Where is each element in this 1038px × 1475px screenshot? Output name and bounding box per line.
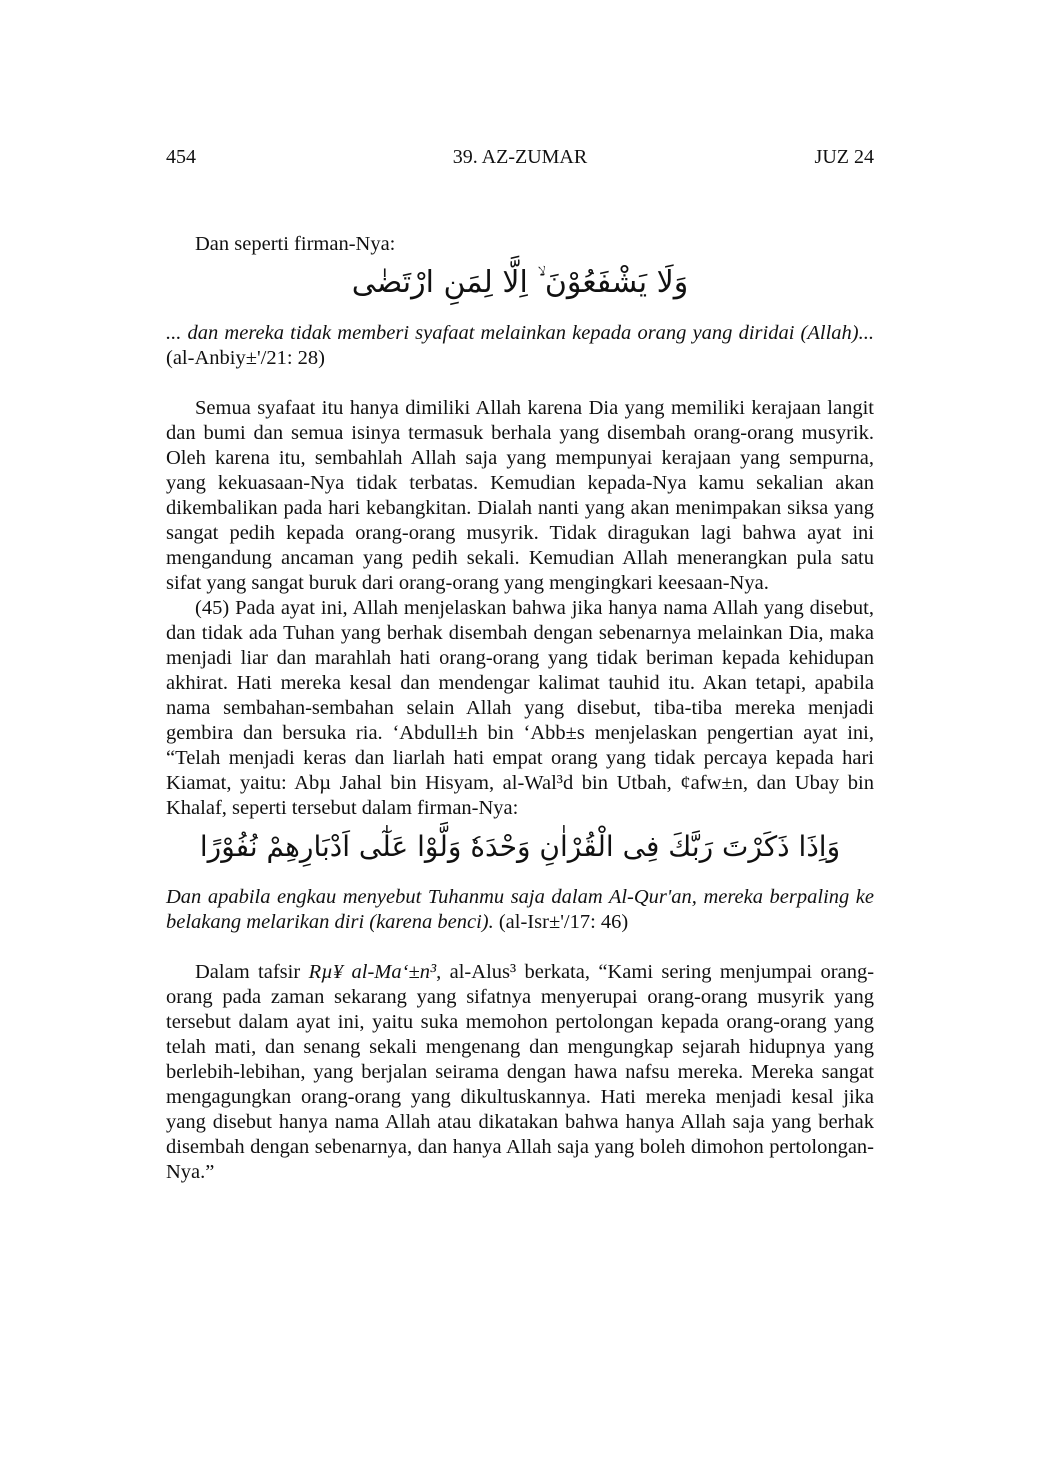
page-number: 454	[166, 146, 196, 168]
paragraph-3-rest: , al-Alus³ berkata, “Kami sering menjumpai orang-orang pada zaman sekarang yang sifatnya menyerupai orang-orang musyrik yang tersebut dalam ayat ini, yaitu suka memohon pertolongan kepada orang-orang yang telah mati, dan senang sekali mengenang dan mengungkap sejarah hidupnya yang berlebih-lebihan, yang berjalan seirama dengan hawa nafsu mereka. Mereka sangat mengagungkan orang-orang yang dikultuskannya. Hati mereka menjadi kesal jika yang disebut hanya nama Allah atau dikatakan bahwa hanya Allah saja yang berhak disembah dengan sebenarnya, dan hanya Allah saja yang boleh dimohon pertolongan-Nya.”	[166, 961, 875, 1183]
juz-label: JUZ 24	[814, 146, 874, 168]
paragraph-1: Semua syafaat itu hanya dimiliki Allah karena Dia yang memiliki kerajaan langit dan bumi dan semua isinya termasuk berhala yang disembah orang-orang musyrik. Oleh karena itu, sembahlah Allah saja yang mempunyai kerajaan yang sempurna, yang kekuasaan-Nya tidak terbatas. Kemudian kepada-Nya kamu sekalian akan dikembalikan pada hari kebangkitan. Dialah nanti yang akan menimpakan siksa yang sangat pedih kepada orang-orang musyrik. Tidak diragukan lagi bahwa ayat ini mengandung ancaman yang pedih sekali. Kemudian Allah menerangkan pula satu sifat yang sangat buruk dari orang-orang yang mengingkari keesaan-Nya.	[166, 397, 874, 594]
page-body	[166, 232, 874, 1185]
intro-text-1: Dan seperti firman-Nya:	[195, 233, 396, 255]
verse-translation-1	[166, 321, 874, 371]
book-title: Rµ¥ al-Ma‘±n³	[308, 961, 437, 983]
arabic-verse-2: وَاِذَا ذَكَرْتَ رَبَّكَ فِى الْقُرْاٰنِ وَحْدَهٗ وَلَّوْا عَلٰٓى اَدْبَارِهِمْ نُفُوْرًا	[199, 830, 841, 863]
translation-italic-1: ... dan mereka tidak memberi syafaat melainkan kepada orang yang diridai (Allah)...	[166, 322, 874, 344]
arabic-verse-1: وَلَا يَشْفَعُوْنَ ۙ اِلَّا لِمَنِ ارْتَضٰى	[351, 265, 689, 300]
surah-title: 39. AZ-ZUMAR	[452, 146, 588, 168]
running-header	[166, 146, 874, 172]
verse-reference-1: (al-Anbiy±'/21: 28)	[166, 347, 325, 369]
paragraph-3	[166, 960, 874, 1185]
verse-translation-2	[166, 885, 874, 935]
verse-reference-2: (al-Isr±'/17: 46)	[493, 911, 629, 933]
paragraph-3-lead: Dalam tafsir	[195, 961, 309, 983]
translation-italic-2: Dan apabila engkau menyebut Tuhanmu saja dalam Al-Qur'an, mereka berpaling ke belakang melarikan diri (karena benci).	[166, 886, 874, 933]
paragraph-2: (45) Pada ayat ini, Allah menjelaskan bahwa jika hanya nama Allah yang disebut, dan tidak ada Tuhan yang berhak disembah dengan sebenarnya melainkan Dia, maka menjadi liar dan marahlah hati orang-orang yang tidak beriman kepada kehidupan akhirat. Hati mereka kesal dan mendengar kalimat tauhid itu. Akan tetapi, apabila nama sembahan-sembahan selain Allah yang disebut, tiba-tiba mereka menjadi gembira dan bersuka ria. ‘Abdull±h bin ‘Abb±s menjelaskan pengertian ayat ini, “Telah menjadi keras dan liarlah hati empat orang yang tidak percaya kepada hari Kiamat, yaitu: Abµ Jahal bin Hisyam, al-Wal³d bin Utbah, ¢afw±n, dan Ubay bin Khalaf, seperti tersebut dalam firman-Nya:	[166, 597, 874, 819]
